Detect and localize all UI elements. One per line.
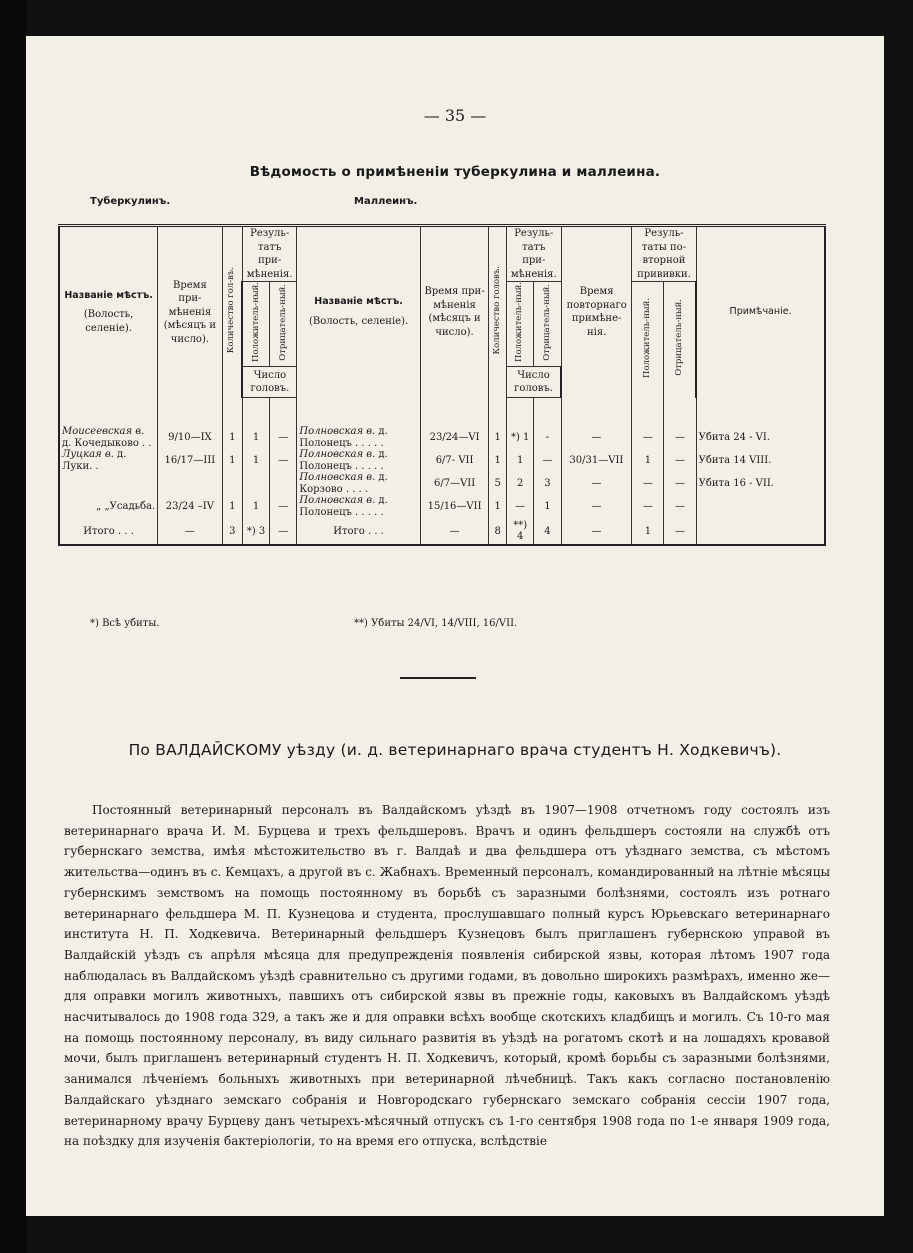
header-repeat-time: Время повторнаго примѣне-нія.	[561, 226, 632, 398]
page-number: — 35 —	[423, 106, 487, 125]
header-time: Время при-мѣненія (мѣсяцъ и число).	[158, 226, 222, 398]
place-cell: Полновская в. д. Полонецъ . . . . .	[297, 449, 420, 472]
header-count-2: Количество головъ.	[489, 226, 507, 398]
mallein-label: Маллеинъ.	[354, 196, 418, 207]
table-row: Полновская в. д. Корзово . . . . 6/7—VII 5 2 3 — — — Убита 16 - VII.	[59, 472, 825, 495]
header-negative-2: Отрицатель-ный.	[534, 282, 561, 367]
results-table	[58, 224, 826, 546]
place-cell: „ „Усадьба.	[59, 495, 158, 518]
header-time-2: Время при-мѣненія (мѣсяцъ и число).	[420, 226, 489, 398]
place-cell: Моисеевская в. д. Кочедыково . .	[59, 426, 158, 449]
tuberculin-label: Туберкулинъ.	[90, 196, 171, 207]
header-positive: Положитель-ный.	[242, 282, 269, 367]
footnote-1: *) Всѣ убиты.	[90, 618, 160, 629]
totals-row: Итого . . . — 3 *) 3 — Итого . . . — 8 **) 4 4 — 1 —	[59, 518, 825, 545]
header-positive-2: Положитель-ный.	[507, 282, 534, 367]
header-heads-2: Число головъ.	[507, 367, 561, 398]
place-cell: Полновская в. д. Полонецъ . . . . .	[297, 426, 420, 449]
table-row: Моисеевская в. д. Кочедыково . . 9/10—IX 1 1 — Полновская в. д. Полонецъ . . . . . 23/24—VI 1 *) 1 - — — — Убита 24 - VI.	[59, 426, 825, 449]
header-repeat-results: Резуль-таты по-вторной прививки.	[632, 226, 696, 282]
header-count: Количество гол-въ.	[222, 226, 242, 398]
header-results: Резуль-татъ при-мѣненія.	[242, 226, 296, 282]
table-row: „ „Усадьба. 23/24 –IV 1 1 — Полновская в. д. Полонецъ . . . . . 15/16—VII 1 — 1 — — —	[59, 495, 825, 518]
header-negative-3: Отрицатель-ный.	[664, 282, 696, 398]
table-row: Луцкая в. д. Луки. . 16/17—III 1 1 — Полновская в. д. Полонецъ . . . . . 6/7- VII 1 1 — 30/31—VII 1 — Убита 14 VIII.	[59, 449, 825, 472]
body-paragraph: Постоянный ветеринарный персоналъ въ Валдайскомъ уѣздѣ въ 1907—1908 отчетномъ году состоялъ изъ ветеринарнаго врача И. М. Бурцева и трехъ фельдшеровъ. Врачъ и одинъ фельдшеръ состояли на службѣ отъ губернскаго земства, имѣя мѣстожительство въ г. Валдаѣ и два фельдшера отъ уѣзднаго земства, съ мѣстомъ жительства—одинъ въ с. Кемцахъ, а другой въ с. Жабнахъ. Временный персоналъ, командированный на лѣтніе мѣсяцы губернскимъ земствомъ на помощь постоянному въ борьбѣ съ заразными болѣзнями, состоялъ изъ ротнаго ветеринарнаго фельдшера М. П. Кузнецова и студента, прослушавшаго полный курсъ Юрьевскаго ветеринарнаго института Н. П. Ходкевича. Ветеринарный фельдшеръ Кузнецовъ былъ приглашенъ губернскою управой въ Валдайскій уѣздъ съ апрѣля мѣсяца для предупрежденія появленія сибирской язвы, которая лѣтомъ 1907 года наблюдалась въ Валдайскомъ уѣздѣ сравнительно съ другими годами, въ довольно широкихъ размѣрахъ, именно же—для оправки могилъ животныхъ, павшихъ отъ сибирской язвы въ прежніе годы, каковыхъ въ Валдайскомъ уѣздѣ насчитывалось до 1908 года 329, а такъ же и для оправки всѣхъ вообще скотскихъ кладбищъ и могилъ. Съ 10-го мая на помощь постоянному персоналу, въ виду сильнаго развитія въ уѣздѣ на рогатомъ скотѣ и на лошадяхъ кровавой мочи, былъ приглашенъ ветеринарный студентъ Н. П. Ходкевичъ, который, кромѣ борьбы съ заразными болѣзнями, занимался лѣченіемъ больныхъ животныхъ при ветеринарной лѣчебницѣ. Такъ какъ согласно постановленію Валдайскаго уѣзднаго земскаго собранія и Новгородскаго губернскаго земскаго собранія сессіи 1907 года, ветеринарному врачу Бурцеву данъ четырехъ-мѣсячный отпускъ съ 1-го сентября 1908 года по 1-е января 1909 года, на поѣздку для изученія бактеріологіи, то на время его отпуска, вслѣдствіе	[64, 803, 830, 1149]
header-positive-3: Положитель-ный.	[632, 282, 664, 398]
place-cell: Полновская в. д. Полонецъ . . . . .	[297, 495, 420, 518]
section-heading: По ВАЛДАЙСКОМУ уѣзду (и. д. ветеринарнаго врача студентъ Н. Ходкевичъ).	[128, 741, 782, 759]
header-heads: Число головъ.	[242, 367, 296, 398]
place-cell: Полновская в. д. Корзово . . . .	[297, 472, 420, 495]
header-place-2: Названіе мѣстъ. (Волость, селеніе).	[297, 226, 420, 398]
header-place: Названіе мѣстъ. (Волость, селеніе).	[59, 226, 158, 398]
document-page	[26, 36, 884, 1216]
footnote-2: **) Убиты 24/VI, 14/VIII, 16/VII.	[354, 618, 518, 629]
section-divider	[400, 677, 476, 679]
header-results-2: Резуль-татъ при-мѣненія.	[507, 226, 561, 282]
scan-left-margin	[0, 0, 26, 1253]
table-title: Вѣдомость о примѣненіи туберкулина и маллеина.	[249, 164, 661, 180]
header-negative: Отрицатель-ный.	[270, 282, 297, 367]
place-cell: Луцкая в. д. Луки. .	[59, 449, 158, 472]
header-note: Примѣчаніе.	[696, 226, 825, 398]
place-cell	[59, 472, 158, 495]
